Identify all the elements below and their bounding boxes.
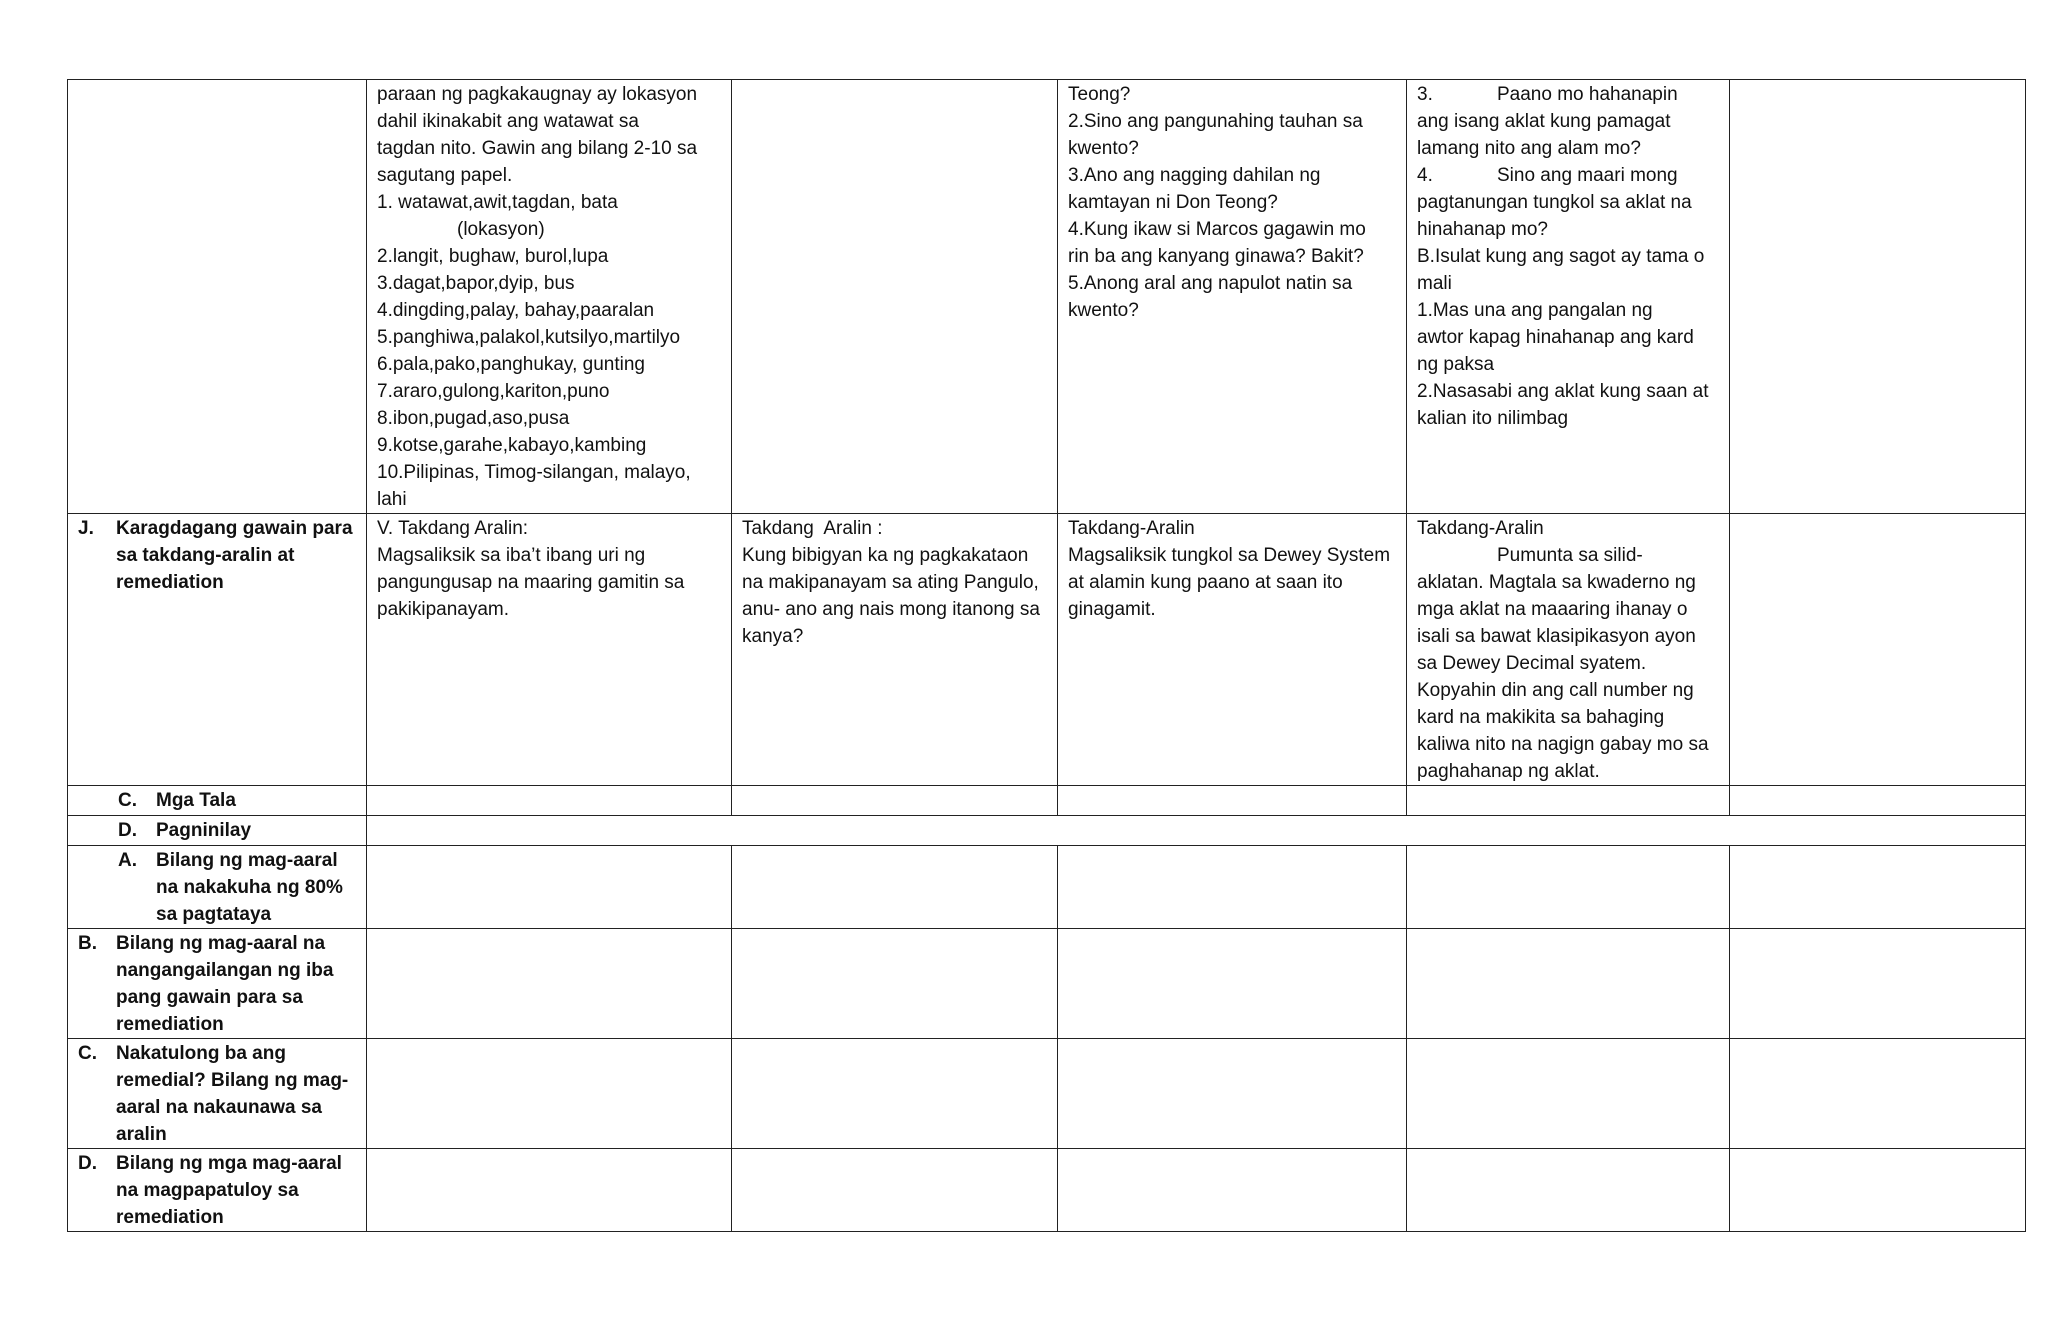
day2-activity-cell <box>732 80 1058 514</box>
text-line: 2.Nasasabi ang aklat kung saan at <box>1417 381 1709 402</box>
assignment-title: Takdang Aralin : <box>742 518 883 539</box>
row-marker: D. <box>118 820 137 841</box>
row-label <box>78 1150 356 1231</box>
text-line: 4.Kung ikaw si Marcos gagawin mo <box>1068 219 1366 240</box>
text-line: 3.Ano ang nagging dahilan ng <box>1068 165 1321 186</box>
assignment-title: V. Takdang Aralin: <box>377 518 529 539</box>
empty-cell <box>1058 929 1407 1039</box>
row-marker: C. <box>78 1043 97 1064</box>
row-label-cell <box>68 80 367 514</box>
row-label-text: Nakatulong ba ang remedial? Bilang ng mag-aaral na nakaunawa sa aralin <box>116 1043 349 1145</box>
text-line: 3.dagat,bapor,dyip, bus <box>377 273 575 294</box>
row-label-cell <box>68 1039 367 1149</box>
text-line: 2.Sino ang pangunahing tauhan sa <box>1068 111 1363 132</box>
empty-cell <box>1407 1039 1730 1149</box>
text-line: (lokasyon) <box>457 219 545 240</box>
text-line: rin ba ang kanyang ginawa? Bakit? <box>1068 246 1364 267</box>
empty-cell <box>1407 1149 1730 1232</box>
row-label <box>78 1040 356 1148</box>
day3-assignment-cell <box>1058 514 1407 786</box>
row-label <box>78 787 356 814</box>
empty-cell <box>1058 786 1407 816</box>
text-line: Teong? <box>1068 84 1131 105</box>
reflection-row <box>68 816 2026 846</box>
row-label-text: Bilang ng mag-aaral na nakakuha ng 80% sa pagtataya <box>156 850 343 925</box>
row-label-cell <box>68 929 367 1039</box>
empty-cell <box>367 929 732 1039</box>
assignment-row <box>68 514 2026 786</box>
row-label-cell <box>68 816 367 846</box>
empty-cell <box>1407 846 1730 929</box>
day4-assignment-cell <box>1407 514 1730 786</box>
question-4 <box>1417 162 1719 189</box>
day5-assignment-cell <box>1730 514 2026 786</box>
empty-cell <box>1730 1149 2026 1232</box>
row-label-cell <box>68 1149 367 1232</box>
row-label-text: Bilang ng mag-aaral na nangangailangan ng iba pang gawain para sa remediation <box>116 933 334 1035</box>
day4-activity-cell <box>1407 80 1730 514</box>
remediation-needed-row <box>68 929 2026 1039</box>
text-line: kamtayan ni Don Teong? <box>1068 192 1278 213</box>
text-line: lahi <box>377 489 407 510</box>
lesson-plan-table <box>67 79 2026 1232</box>
text-line: mali <box>1417 273 1452 294</box>
row-label <box>78 847 356 928</box>
text-line: ang isang aklat kung pamagat <box>1417 111 1671 132</box>
row-marker: B. <box>78 933 97 954</box>
empty-cell <box>367 846 732 929</box>
text-line: 1.Mas una ang pangalan ng <box>1417 300 1653 321</box>
text-line: B.Isulat kung ang sagot ay tama o <box>1417 246 1705 267</box>
empty-cell <box>1407 929 1730 1039</box>
assignment-text: aklatan. Magtala sa kwaderno ng mga aklat na maaaring ihanay o isali sa bawat klasipikasyon ayon sa Dewey Decimal syatem. Kopyahin din ang call number ng kard na makikita sa bahaging kaliwa nito na nagign gabay mo sa paghahanap ng aklat. <box>1417 572 1709 782</box>
row-label-text: Mga Tala <box>156 790 236 811</box>
text-line: lamang nito ang alam mo? <box>1417 138 1641 159</box>
text-line: 1. watawat,awit,tagdan, bata <box>377 192 618 213</box>
text-line: ng paksa <box>1417 354 1495 375</box>
row-label-cell <box>68 846 367 929</box>
question-3 <box>1417 81 1719 108</box>
empty-cell <box>367 1149 732 1232</box>
empty-cell <box>1407 786 1730 816</box>
row-label <box>78 930 356 1038</box>
question-number: 4. <box>1417 165 1433 186</box>
assignment-text: Pumunta sa silid- <box>1497 545 1643 566</box>
empty-cell <box>732 1149 1058 1232</box>
empty-cell <box>732 846 1058 929</box>
text-line: 6.pala,pako,panghukay, gunting <box>377 354 645 375</box>
assignment-title: Takdang-Aralin <box>1068 518 1195 539</box>
question-text: Sino ang maari mong <box>1497 165 1678 186</box>
day3-activity-cell <box>1058 80 1407 514</box>
empty-cell <box>1058 846 1407 929</box>
text-line: tagdan nito. Gawin ang bilang 2-10 sa <box>377 138 698 159</box>
empty-cell <box>367 816 2026 846</box>
remedial-effect-row <box>68 1039 2026 1149</box>
text-line: kwento? <box>1068 138 1139 159</box>
text-line: paraan ng pagkakaugnay ay lokasyon <box>377 84 698 105</box>
row-marker: J. <box>78 518 94 539</box>
empty-cell <box>1730 1039 2026 1149</box>
assignment-title: Takdang-Aralin <box>1417 518 1544 539</box>
text-line: kwento? <box>1068 300 1139 321</box>
empty-cell <box>1730 929 2026 1039</box>
text-line: pagtanungan tungkol sa aklat na <box>1417 192 1692 213</box>
assignment-text: Magsaliksik sa iba’t ibang uri ng pangungusap na maaring gamitin sa pakikipanayam. <box>377 545 685 620</box>
empty-cell <box>1058 1149 1407 1232</box>
empty-cell <box>1730 786 2026 816</box>
continuation-row <box>68 80 2026 514</box>
empty-cell <box>1058 1039 1407 1149</box>
question-text: Paano mo hahanapin <box>1497 84 1678 105</box>
row-label-cell <box>68 786 367 816</box>
row-label-text: Karagdagang gawain para sa takdang-aralin at remediation <box>116 518 353 593</box>
day1-activity-cell <box>367 80 732 514</box>
text-line: hinahanap mo? <box>1417 219 1548 240</box>
text-line: kalian ito nilimbag <box>1417 408 1569 429</box>
empty-cell <box>367 1039 732 1149</box>
text-line: 5.Anong aral ang napulot natin sa <box>1068 273 1353 294</box>
text-line: 8.ibon,pugad,aso,pusa <box>377 408 570 429</box>
passed-count-row <box>68 846 2026 929</box>
row-marker: D. <box>78 1153 97 1174</box>
text-line: awtor kapag hinahanap ang kard <box>1417 327 1694 348</box>
row-label-cell <box>68 514 367 786</box>
text-line: 2.langit, bughaw, burol,lupa <box>377 246 609 267</box>
continue-remediation-row <box>68 1149 2026 1232</box>
row-label <box>78 515 356 596</box>
day1-assignment-cell <box>367 514 732 786</box>
text-line: 4.dingding,palay, bahay,paaralan <box>377 300 655 321</box>
day2-assignment-cell <box>732 514 1058 786</box>
row-label-text: Pagninilay <box>156 820 252 841</box>
text-line: 7.araro,gulong,kariton,puno <box>377 381 610 402</box>
empty-cell <box>367 786 732 816</box>
text-line: dahil ikinakabit ang watawat sa <box>377 111 639 132</box>
text-line: 5.panghiwa,palakol,kutsilyo,martilyo <box>377 327 681 348</box>
day5-activity-cell <box>1730 80 2026 514</box>
text-line: 10.Pilipinas, Timog-silangan, malayo, <box>377 462 691 483</box>
empty-cell <box>732 929 1058 1039</box>
question-number: 3. <box>1417 84 1433 105</box>
notes-row <box>68 786 2026 816</box>
empty-cell <box>732 1039 1058 1149</box>
empty-cell <box>1730 846 2026 929</box>
row-marker: A. <box>118 850 137 871</box>
text-line: sagutang papel. <box>377 165 513 186</box>
row-label <box>78 817 356 844</box>
assignment-text: Magsaliksik tungkol sa Dewey System at alamin kung paano at saan ito ginagamit. <box>1068 545 1391 620</box>
row-marker: C. <box>118 790 137 811</box>
text-line: 9.kotse,garahe,kabayo,kambing <box>377 435 647 456</box>
empty-cell <box>732 786 1058 816</box>
row-label-text: Bilang ng mga mag-aaral na magpapatuloy sa remediation <box>116 1153 342 1228</box>
assignment-text: Kung bibigyan ka ng pagkakataon na makipanayam sa ating Pangulo, anu- ano ang nais mong itanong sa kanya? <box>742 545 1040 647</box>
